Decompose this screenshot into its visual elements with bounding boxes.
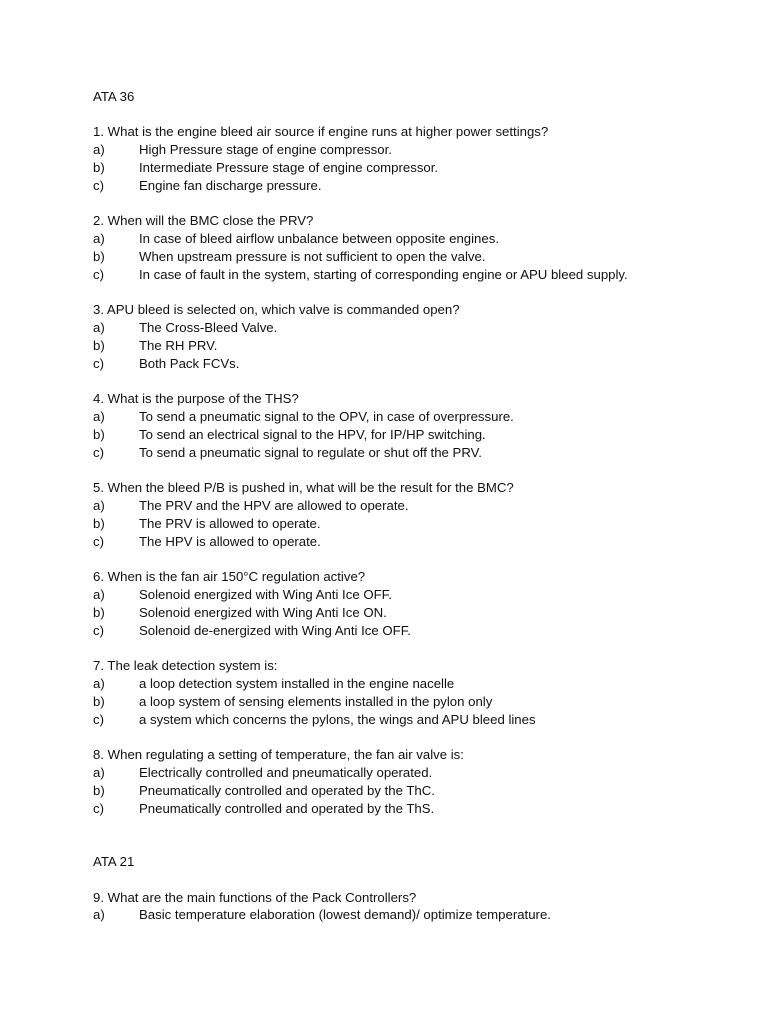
option-1b xyxy=(93,160,438,176)
option-4a xyxy=(93,409,514,425)
option-text: When upstream pressure is not sufficient to open the valve. xyxy=(139,249,486,264)
option-text: Basic temperature elaboration (lowest demand)/ optimize temperature. xyxy=(139,907,551,922)
option-9a xyxy=(93,907,551,923)
option-text: The HPV is allowed to operate. xyxy=(139,534,321,549)
option-8c xyxy=(93,801,434,817)
option-text: In case of fault in the system, starting of corresponding engine or APU bleed supply. xyxy=(139,267,628,282)
section-heading-ata21: ATA 21 xyxy=(93,854,135,869)
option-text: Solenoid energized with Wing Anti Ice OFF. xyxy=(139,587,392,602)
option-text: To send a pneumatic signal to the OPV, in case of overpressure. xyxy=(139,409,514,424)
question-3: 3. APU bleed is selected on, which valve is commanded open? xyxy=(93,302,460,317)
option-text: Solenoid energized with Wing Anti Ice ON. xyxy=(139,605,387,620)
option-8a xyxy=(93,765,432,781)
option-3b xyxy=(93,338,217,354)
question-1: 1. What is the engine bleed air source if engine runs at higher power settings? xyxy=(93,124,549,139)
question-7: 7. The leak detection system is: xyxy=(93,658,278,673)
option-5c xyxy=(93,534,321,550)
option-text: a loop detection system installed in the engine nacelle xyxy=(139,676,455,691)
option-7a xyxy=(93,676,454,692)
option-letter: b) xyxy=(93,516,105,531)
option-letter: b) xyxy=(93,338,105,353)
option-text: Electrically controlled and pneumatically operated. xyxy=(139,765,433,780)
option-letter: b) xyxy=(93,783,105,798)
question-2: 2. When will the BMC close the PRV? xyxy=(93,213,314,228)
option-2b xyxy=(93,249,485,265)
option-3c xyxy=(93,356,239,372)
option-letter: c) xyxy=(93,178,104,193)
question-5: 5. When the bleed P/B is pushed in, what will be the result for the BMC? xyxy=(93,480,514,495)
option-letter: b) xyxy=(93,249,105,264)
option-1a xyxy=(93,142,392,158)
option-letter: b) xyxy=(93,427,105,442)
option-letter: b) xyxy=(93,160,105,175)
option-letter: a) xyxy=(93,676,105,691)
option-text: a system which concerns the pylons, the wings and APU bleed lines xyxy=(139,712,536,727)
question-6: 6. When is the fan air 150°C regulation active? xyxy=(93,569,366,584)
option-text: The Cross-Bleed Valve. xyxy=(139,320,278,335)
option-letter: b) xyxy=(93,694,105,709)
option-letter: c) xyxy=(93,623,104,638)
option-4c xyxy=(93,445,482,461)
option-letter: c) xyxy=(93,801,104,816)
option-6b xyxy=(93,605,387,621)
option-2c xyxy=(93,267,628,283)
option-letter: a) xyxy=(93,498,105,513)
option-text: In case of bleed airflow unbalance between opposite engines. xyxy=(139,231,499,246)
option-7c xyxy=(93,712,536,728)
option-7b xyxy=(93,694,492,710)
option-5a xyxy=(93,498,409,514)
option-letter: a) xyxy=(93,409,105,424)
option-3a xyxy=(93,320,277,336)
option-text: Both Pack FCVs. xyxy=(139,356,240,371)
option-text: High Pressure stage of engine compressor. xyxy=(139,142,392,157)
option-letter: c) xyxy=(93,445,104,460)
option-text: Solenoid de-energized with Wing Anti Ice OFF. xyxy=(139,623,411,638)
option-letter: c) xyxy=(93,534,104,549)
option-letter: c) xyxy=(93,356,104,371)
option-letter: a) xyxy=(93,587,105,602)
option-letter: a) xyxy=(93,231,105,246)
option-letter: a) xyxy=(93,907,105,922)
option-letter: c) xyxy=(93,267,104,282)
section-heading-ata36: ATA 36 xyxy=(93,89,135,104)
option-text: Pneumatically controlled and operated by the ThS. xyxy=(139,801,435,816)
option-2a xyxy=(93,231,499,247)
option-letter: a) xyxy=(93,765,105,780)
option-letter: c) xyxy=(93,712,104,727)
option-8b xyxy=(93,783,435,799)
option-text: a loop system of sensing elements installed in the pylon only xyxy=(139,694,493,709)
option-text: The RH PRV. xyxy=(139,338,218,353)
question-8: 8. When regulating a setting of temperature, the fan air valve is: xyxy=(93,747,464,762)
option-letter: b) xyxy=(93,605,105,620)
option-text: Intermediate Pressure stage of engine compressor. xyxy=(139,160,439,175)
option-text: To send an electrical signal to the HPV, for IP/HP switching. xyxy=(139,427,486,442)
option-1c xyxy=(93,178,322,194)
option-4b xyxy=(93,427,486,443)
question-4: 4. What is the purpose of the THS? xyxy=(93,391,299,406)
option-5b xyxy=(93,516,321,532)
option-text: Engine fan discharge pressure. xyxy=(139,178,322,193)
option-text: To send a pneumatic signal to regulate or shut off the PRV. xyxy=(139,445,482,460)
option-6a xyxy=(93,587,392,603)
question-9: 9. What are the main functions of the Pack Controllers? xyxy=(93,890,417,905)
option-text: Pneumatically controlled and operated by the ThC. xyxy=(139,783,435,798)
option-letter: a) xyxy=(93,320,105,335)
option-text: The PRV and the HPV are allowed to operate. xyxy=(139,498,409,513)
option-letter: a) xyxy=(93,142,105,157)
option-text: The PRV is allowed to operate. xyxy=(139,516,321,531)
option-6c xyxy=(93,623,411,639)
